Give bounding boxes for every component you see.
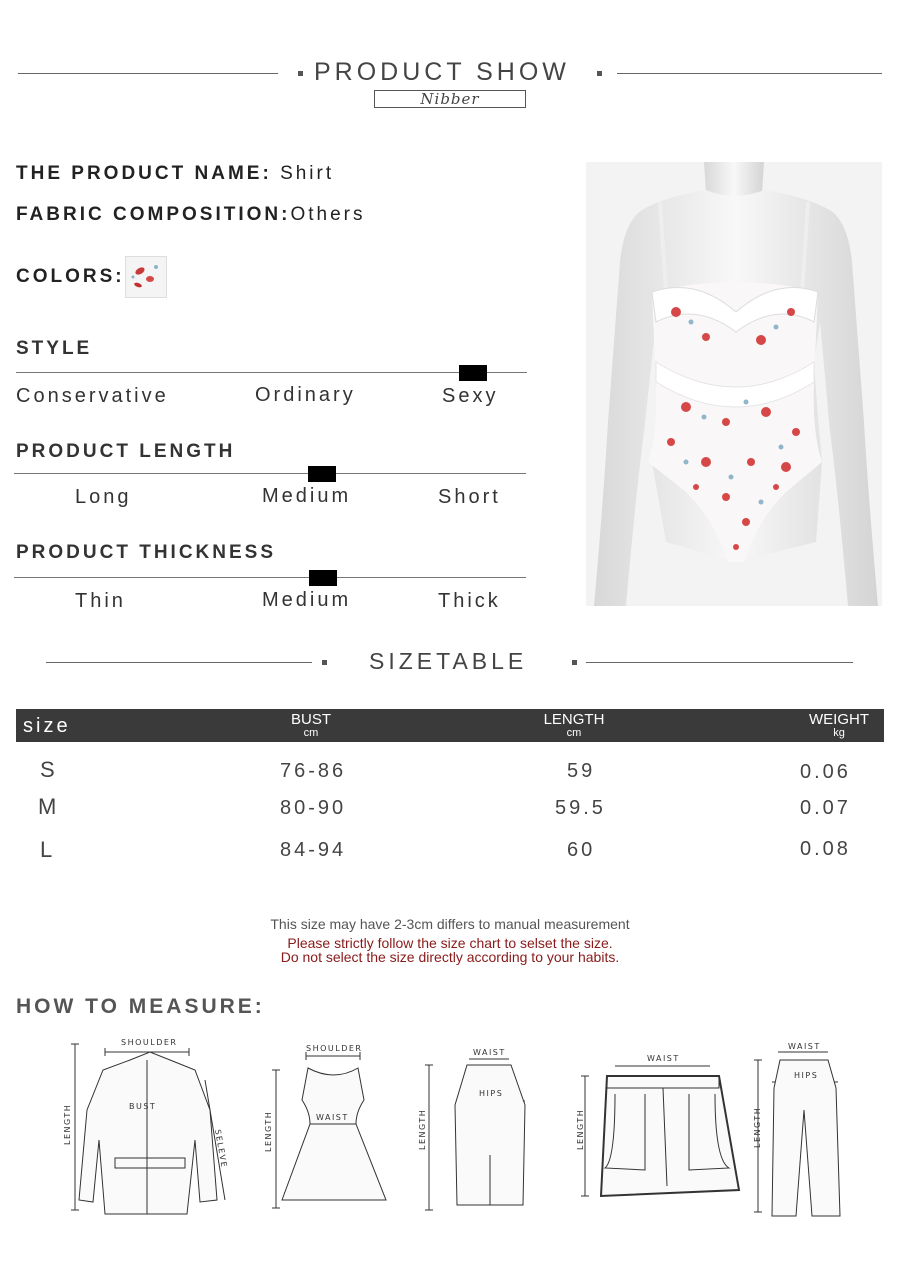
product-name-value: Shirt bbox=[280, 163, 335, 184]
floral-swatch-icon bbox=[126, 257, 166, 297]
header-bullet-right bbox=[597, 71, 602, 76]
product-name-row bbox=[16, 163, 334, 185]
length-title: PRODUCT LENGTH bbox=[16, 441, 236, 462]
weight-cell: 0.06 bbox=[800, 761, 851, 783]
svg-text:WAIST: WAIST bbox=[316, 1113, 349, 1122]
bust-cell: 80-90 bbox=[280, 797, 347, 819]
svg-text:LENGTH: LENGTH bbox=[418, 1108, 427, 1150]
length-cell: 59.5 bbox=[555, 797, 606, 819]
thickness-marker bbox=[309, 570, 337, 586]
skirt-diagram bbox=[415, 1045, 545, 1215]
colors-label: COLORS: bbox=[16, 266, 125, 287]
sizetable-rule-right bbox=[586, 662, 853, 663]
svg-text:SELEVE: SELEVE bbox=[213, 1128, 229, 1169]
svg-text:WAIST: WAIST bbox=[788, 1042, 821, 1051]
svg-text:WAIST: WAIST bbox=[473, 1048, 506, 1057]
jacket-diagram bbox=[55, 1030, 245, 1220]
size-cell: S bbox=[40, 757, 58, 782]
product-name-label: THE PRODUCT NAME: bbox=[16, 163, 272, 184]
style-option-sexy: Sexy bbox=[442, 385, 499, 407]
sizetable-bullet-right bbox=[572, 660, 577, 665]
page-title: PRODUCT SHOW bbox=[314, 58, 570, 86]
svg-text:BUST: BUST bbox=[129, 1102, 157, 1111]
thickness-title: PRODUCT THICKNESS bbox=[16, 542, 277, 563]
svg-text:LENGTH: LENGTH bbox=[753, 1106, 762, 1148]
header-bullet-left bbox=[298, 71, 303, 76]
svg-text:HIPS: HIPS bbox=[479, 1089, 504, 1098]
svg-text:LENGTH: LENGTH bbox=[576, 1108, 585, 1150]
weight-cell: 0.08 bbox=[800, 838, 851, 860]
sizetable-rule-left bbox=[46, 662, 312, 663]
size-cell: M bbox=[38, 794, 60, 819]
bust-cell: 76-86 bbox=[280, 760, 347, 782]
style-option-conservative: Conservative bbox=[16, 385, 169, 407]
measurement-note: This size may have 2-3cm differs to manual measurement bbox=[270, 916, 630, 932]
length-option-long: Long bbox=[75, 486, 132, 508]
size-warning-2: Do not select the size directly according to your habits. bbox=[280, 949, 620, 965]
dress-diagram bbox=[260, 1040, 400, 1220]
thickness-option-thick: Thick bbox=[438, 590, 501, 612]
col-size: size bbox=[23, 715, 71, 737]
length-marker bbox=[308, 466, 336, 482]
col-weight: WEIGHT kg bbox=[809, 711, 869, 739]
size-table-header bbox=[16, 709, 884, 742]
pants-diagram bbox=[748, 1040, 868, 1225]
weight-cell: 0.07 bbox=[800, 797, 851, 819]
svg-text:SHOULDER: SHOULDER bbox=[306, 1044, 363, 1053]
header-rule-left bbox=[18, 73, 278, 74]
length-scale-line bbox=[14, 473, 526, 474]
how-to-measure-title: HOW TO MEASURE: bbox=[16, 995, 265, 1018]
header-rule-right bbox=[617, 73, 882, 74]
color-swatch[interactable] bbox=[125, 256, 167, 298]
sizetable-bullet-left bbox=[322, 660, 327, 665]
thickness-scale-line bbox=[14, 577, 526, 578]
sizetable-title: SIZETABLE bbox=[369, 648, 528, 674]
svg-text:HIPS: HIPS bbox=[794, 1071, 819, 1080]
length-cell: 59 bbox=[567, 760, 596, 782]
style-option-ordinary: Ordinary bbox=[255, 384, 356, 406]
col-bust: BUST cm bbox=[290, 711, 331, 739]
style-scale-line bbox=[16, 372, 527, 373]
svg-text:LENGTH: LENGTH bbox=[264, 1110, 273, 1152]
size-cell: L bbox=[40, 837, 56, 862]
fabric-label: FABRIC COMPOSITION: bbox=[16, 204, 291, 225]
style-marker bbox=[459, 365, 487, 381]
length-cell: 60 bbox=[567, 839, 596, 861]
style-title: STYLE bbox=[16, 338, 93, 359]
col-length: LENGTH cm bbox=[543, 711, 605, 739]
length-option-medium: Medium bbox=[262, 485, 352, 507]
shorts-diagram bbox=[575, 1050, 745, 1210]
bust-cell: 84-94 bbox=[280, 839, 347, 861]
fabric-value: Others bbox=[290, 204, 366, 225]
thickness-option-medium: Medium bbox=[262, 589, 352, 611]
svg-text:WAIST: WAIST bbox=[647, 1054, 680, 1063]
length-option-short: Short bbox=[438, 486, 501, 508]
product-photo bbox=[586, 162, 882, 606]
size-warning-1: Please strictly follow the size chart to selset the size. bbox=[287, 935, 613, 951]
svg-text:SHOULDER: SHOULDER bbox=[121, 1038, 178, 1047]
mannequin-bodysuit-image bbox=[586, 162, 882, 606]
thickness-option-thin: Thin bbox=[75, 590, 126, 612]
svg-text:LENGTH: LENGTH bbox=[63, 1103, 72, 1145]
brand-subtitle: Nibber bbox=[374, 90, 526, 108]
fabric-row bbox=[16, 204, 365, 226]
